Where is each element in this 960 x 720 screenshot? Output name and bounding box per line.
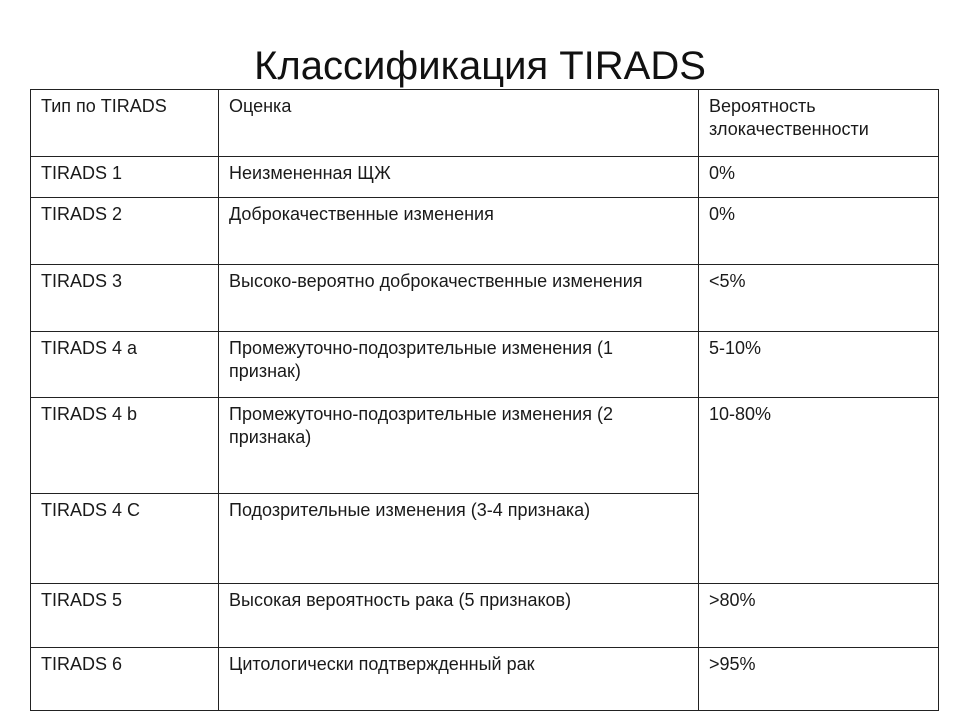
cell-assessment: Промежуточно-подозрительные изменения (1 признак) [219, 332, 699, 398]
cell-type: TIRADS 6 [31, 648, 219, 711]
cell-assessment: Доброкачественные изменения [219, 198, 699, 265]
table-row [31, 398, 939, 494]
cell-type: TIRADS 4 b [31, 398, 219, 494]
table-row [31, 157, 939, 198]
table-row [31, 198, 939, 265]
header-probability: Вероятность злокачественности [699, 90, 939, 157]
cell-assessment: Промежуточно-подозрительные изменения (2 признака) [219, 398, 699, 494]
header-assessment: Оценка [219, 90, 699, 157]
slide-title: Классификация TIRADS [254, 44, 706, 88]
cell-probability: 5-10% [699, 332, 939, 398]
cell-assessment: Высокая вероятность рака (5 признаков) [219, 584, 699, 648]
cell-type: TIRADS 4 a [31, 332, 219, 398]
cell-probability: >80% [699, 584, 939, 648]
table-row [31, 332, 939, 398]
cell-type: TIRADS 4 C [31, 494, 219, 584]
cell-assessment: Подозрительные изменения (3-4 признака) [219, 494, 699, 584]
cell-type: TIRADS 5 [31, 584, 219, 648]
cell-probability: 0% [699, 198, 939, 265]
cell-assessment: Неизмененная ЩЖ [219, 157, 699, 198]
header-type: Тип по TIRADS [31, 90, 219, 157]
cell-assessment: Цитологически подтвержденный рак [219, 648, 699, 711]
cell-type: TIRADS 2 [31, 198, 219, 265]
table-header-row [31, 90, 939, 157]
tirads-table [30, 89, 939, 711]
table-row [31, 648, 939, 711]
cell-type: TIRADS 1 [31, 157, 219, 198]
cell-probability: <5% [699, 265, 939, 332]
cell-probability: 0% [699, 157, 939, 198]
cell-probability-merged: 10-80% [699, 398, 939, 584]
table-row [31, 265, 939, 332]
cell-type: TIRADS 3 [31, 265, 219, 332]
cell-probability: >95% [699, 648, 939, 711]
cell-assessment: Высоко-вероятно доброкачественные изменения [219, 265, 699, 332]
table-row [31, 584, 939, 648]
